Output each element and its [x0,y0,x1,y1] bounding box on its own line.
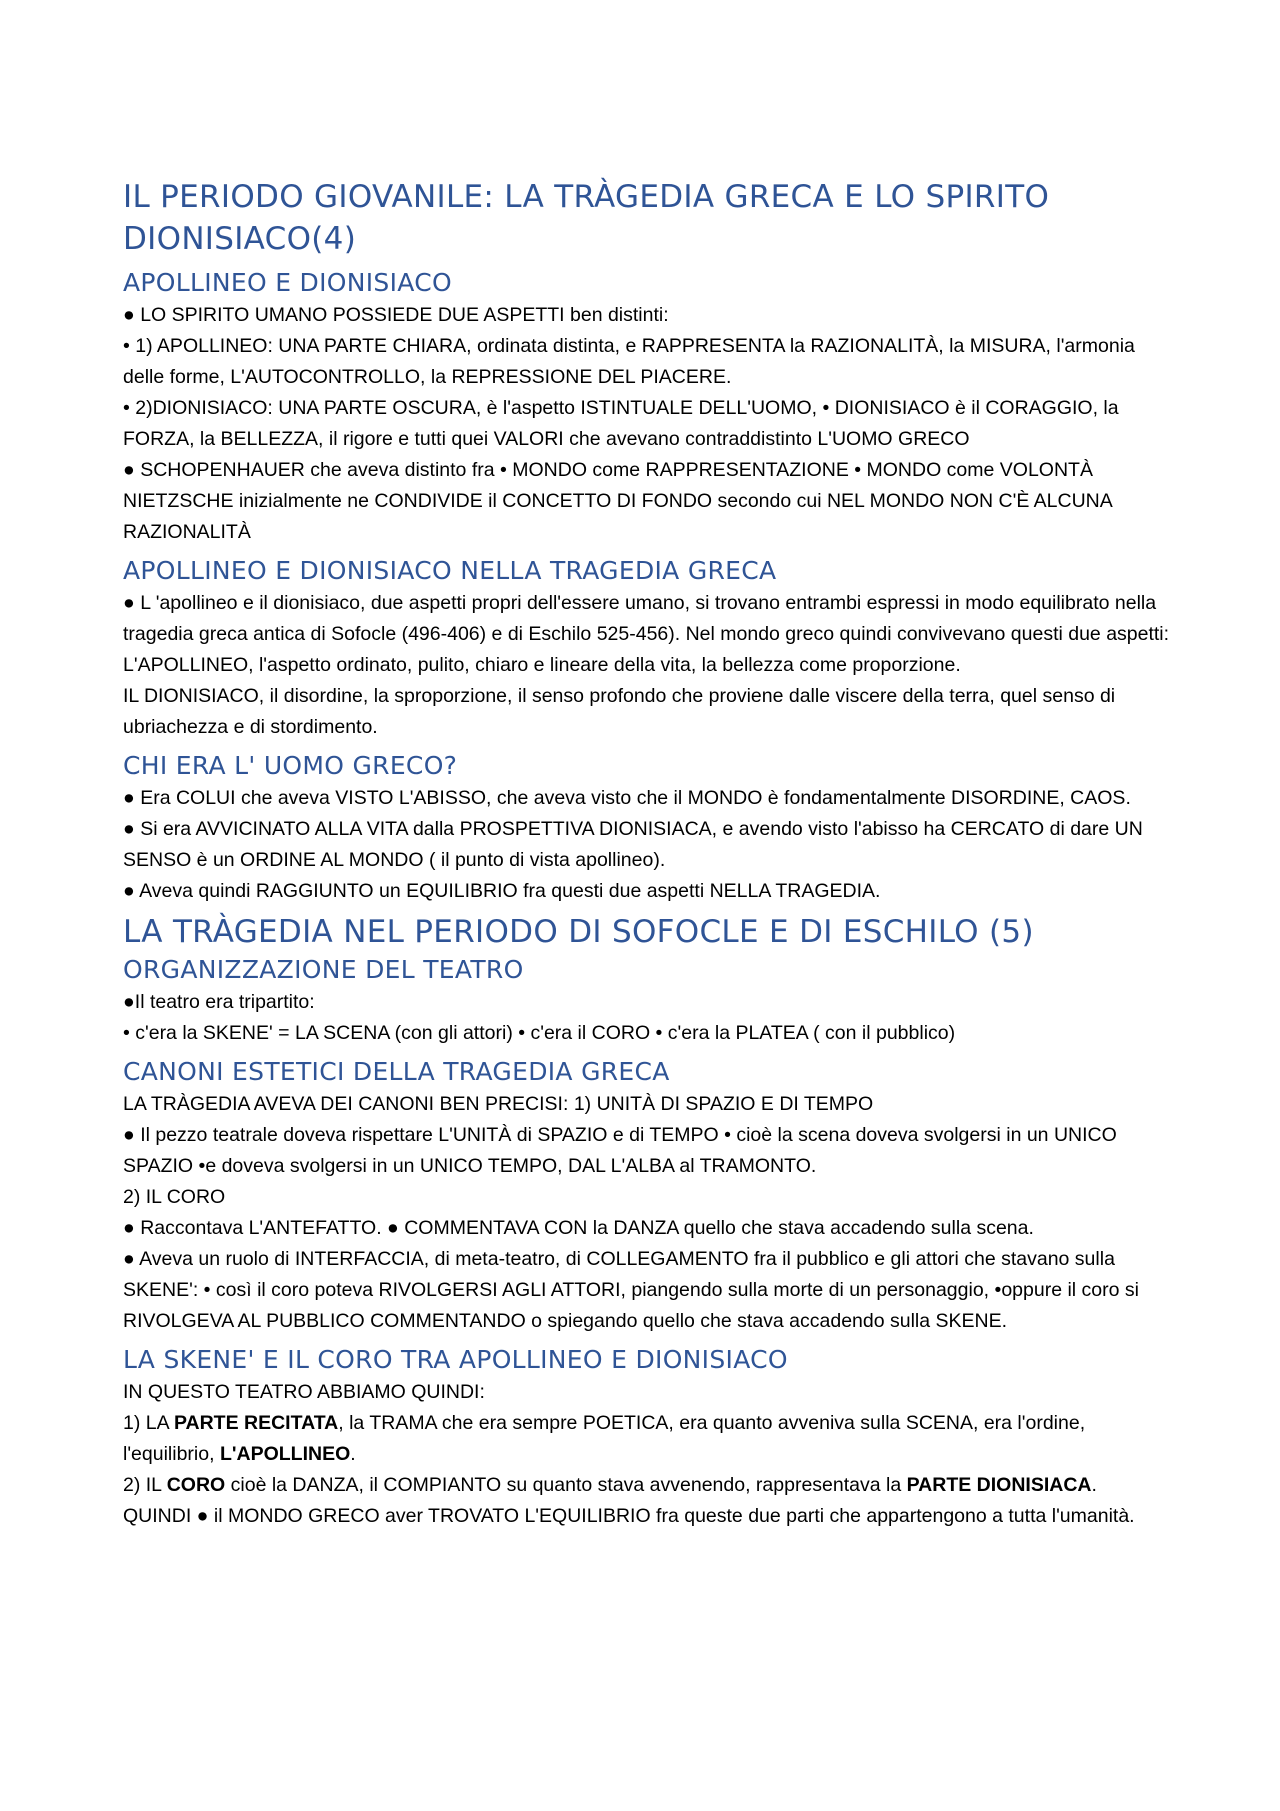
paragraph: ● Si era AVVICINATO ALLA VITA dalla PROSPETTIVA DIONISIACA, e avendo visto l'abisso ha CERCATO di dare UN SENSO è un ORDINE AL MONDO ( il punto di vista apollineo). [123,818,1143,871]
paragraph: ● Aveva quindi RAGGIUNTO un EQUILIBRIO fra questi due aspetti NELLA TRAGEDIA. [123,880,881,902]
bold-text: PARTE DIONISIACA [906,1474,1092,1496]
text-run: . [350,1443,356,1465]
paragraph: IN QUESTO TEATRO ABBIAMO QUINDI: [123,1381,485,1403]
paragraph: ● Aveva un ruolo di INTERFACCIA, di meta-teatro, di COLLEGAMENTO fra il pubblico e gli attori che stavano sulla SKENE': • così il coro poteva RIVOLGERSI AGLI ATTORI, piangendo sulla morte di un personaggio, •oppure il coro si RIVOLGEVA AL PUBBLICO COMMENTANDO o spiegando quello che stava accadendo sulla SKENE. [123,1248,1139,1332]
paragraph: QUINDI ● il MONDO GRECO aver TROVATO L'EQUILIBRIO fra queste due parti che appartengono a tutta l'umanità. [123,1505,1135,1527]
bold-text: CORO [166,1474,226,1496]
text-run: . [1091,1474,1097,1496]
paragraph: IL DIONISIACO, il disordine, la sproporzione, il senso profondo che proviene dalle viscere della terra, quel senso di ubriachezza e di stordimento. [123,685,1116,738]
text-run: cioè la DANZA, il COMPIANTO su quanto stava avvenendo, rappresentava la [225,1474,907,1496]
paragraph: ● LO SPIRITO UMANO POSSIEDE DUE ASPETTI ben distinti: [123,304,669,326]
bold-text: PARTE RECITATA [173,1412,339,1434]
heading-canoni-estetici: CANONI ESTETICI DELLA TRAGEDIA GRECA [123,1057,670,1086]
text-run: , la TRAMA che era sempre POETICA, era quanto avveniva sulla SCENA, era l'ordine, l'equilibrio, [123,1412,1086,1465]
paragraph: ● Raccontava L'ANTEFATTO. ● COMMENTAVA CON la DANZA quello che stava accadendo sulla scena. [123,1217,1034,1239]
paragraph: L'APOLLINEO, l'aspetto ordinato, pulito, chiaro e lineare della vita, la bellezza come proporzione. [123,654,961,676]
paragraph: ● Il pezzo teatrale doveva rispettare L'UNITÀ di SPAZIO e di TEMPO • cioè la scena doveva svolgersi in un UNICO SPAZIO •e doveva svolgersi in un UNICO TEMPO, DAL L'ALBA al TRAMONTO. [123,1124,1117,1177]
paragraph-parte-recitata [123,1408,1173,1470]
paragraph: ●Il teatro era tripartito: [123,991,315,1013]
paragraph: LA TRÀGEDIA AVEVA DEI CANONI BEN PRECISI: 1) UNITÀ DI SPAZIO E DI TEMPO [123,1093,874,1115]
heading-uomo-greco: CHI ERA L' UOMO GRECO? [123,751,458,780]
paragraph: • 2)DIONISIACO: UNA PARTE OSCURA, è l'aspetto ISTINTUALE DELL'UOMO, • DIONISIACO è il CORAGGIO, la FORZA, la BELLEZZA, il rigore e tutti quei VALORI che avevano contraddistinto L'UOMO GRECO [123,397,1119,450]
text-run: 1) LA [123,1412,174,1434]
paragraph: ● L 'apollineo e il dionisiaco, due aspetti propri dell'essere umano, si trovano entrambi espressi in modo equilibrato nella tragedia greca antica di Sofocle (496-406) e di Eschilo 525-456). Nel mondo greco quindi convivevano questi due aspetti: [123,592,1170,645]
heading-tragedia-greca: APOLLINEO E DIONISIACO NELLA TRAGEDIA GRECA [123,556,777,585]
document-title: IL PERIODO GIOVANILE: LA TRÀGEDIA GRECA E LO SPIRITO DIONISIACO(4) [123,179,1050,257]
paragraph: ● Era COLUI che aveva VISTO L'ABISSO, che aveva visto che il MONDO è fondamentalmente DISORDINE, CAOS. [123,787,1131,809]
document-body [123,176,1173,1532]
heading-skene-coro: LA SKENE' E IL CORO TRA APOLLINEO E DIONISIACO [123,1345,788,1374]
paragraph: ● SCHOPENHAUER che aveva distinto fra • MONDO come RAPPRESENTAZIONE • MONDO come VOLONTÀ NIETZSCHE inizialmente ne CONDIVIDE il CONCETTO DI FONDO secondo cui NEL MONDO NON C'È ALCUNA RAZIONALITÀ [123,459,1112,543]
paragraph: • 1) APOLLINEO: UNA PARTE CHIARA, ordinata distinta, e RAPPRESENTA la RAZIONALITÀ, la MISURA, l'armonia delle forme, L'AUTOCONTROLLO, la REPRESSIONE DEL PIACERE. [123,335,1135,388]
heading-organizzazione-teatro: ORGANIZZAZIONE DEL TEATRO [123,955,524,984]
paragraph-coro [123,1470,1173,1501]
paragraph: • c'era la SKENE' = LA SCENA (con gli attori) • c'era il CORO • c'era la PLATEA ( con il pubblico) [123,1022,956,1044]
section-title-sofocle-eschilo: LA TRÀGEDIA NEL PERIODO DI SOFOCLE E DI ESCHILO (5) [123,914,1034,950]
paragraph: 2) IL CORO [123,1186,226,1208]
heading-apollineo-dionisiaco: APOLLINEO E DIONISIACO [123,268,452,297]
bold-text: L'APOLLINEO [219,1443,351,1465]
text-run: 2) IL [123,1474,167,1496]
